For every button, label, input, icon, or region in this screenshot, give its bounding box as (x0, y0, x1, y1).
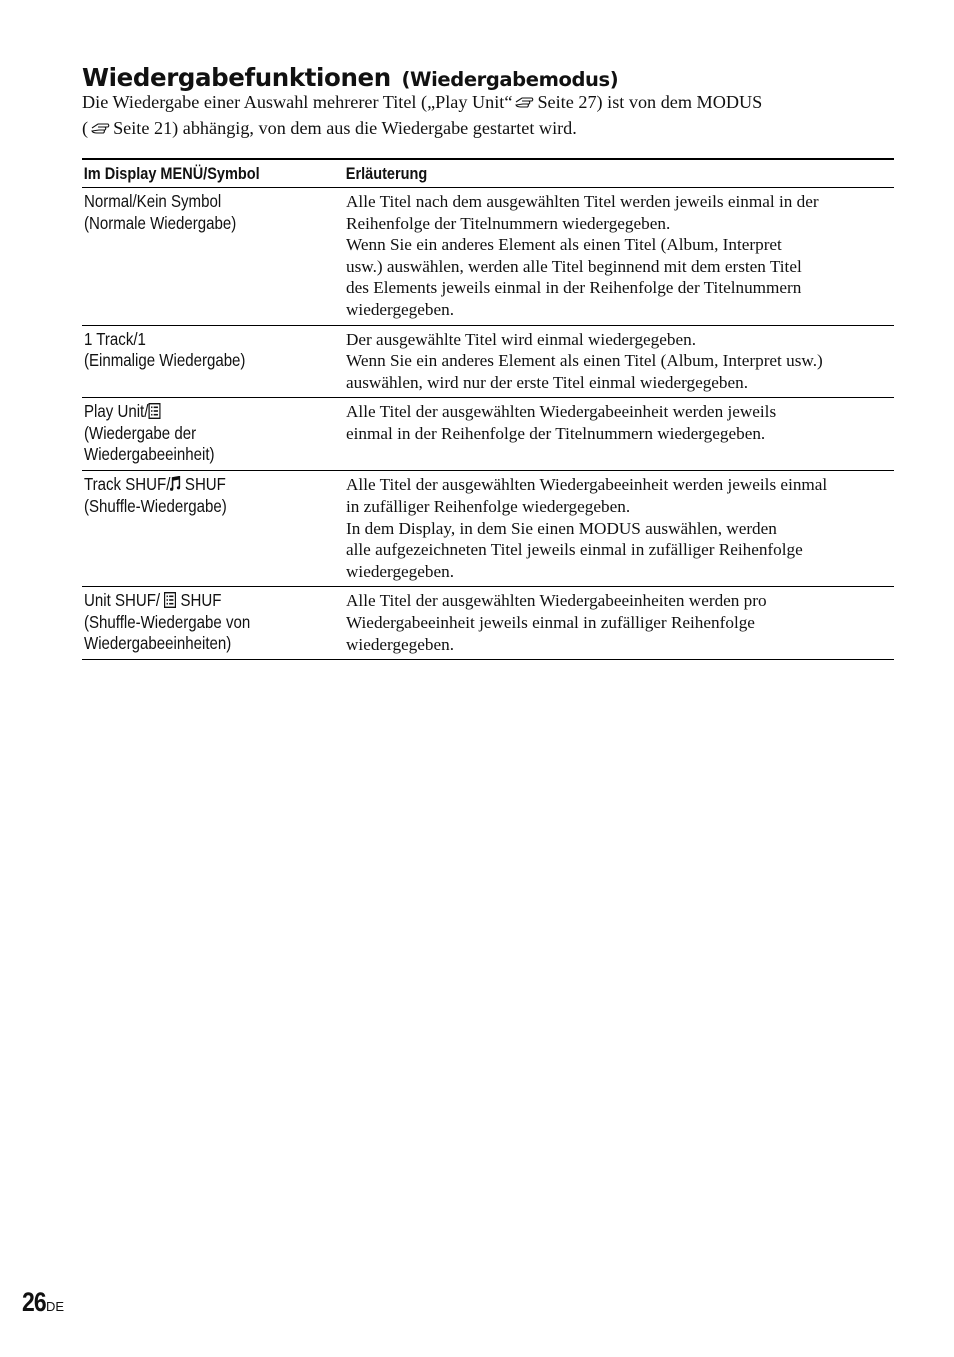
language-code: DE (46, 1299, 65, 1314)
mode-name-line (84, 590, 306, 612)
mode-caption: (Shuffle-Wiedergabe von (84, 611, 251, 632)
page-reference-icon (515, 96, 534, 110)
page-number: 26 (22, 1287, 46, 1317)
heading-sub: (Wiedergabemodus) (401, 68, 619, 91)
mode-name-line (84, 474, 306, 496)
table-header-row (82, 159, 894, 188)
heading-main: Wiedergabefunktionen (82, 63, 391, 92)
mode-symbol-cell (82, 398, 344, 471)
description-line: wiedergegeben. (346, 634, 455, 654)
mode-name: 1 Track/1 (84, 328, 146, 349)
description-line: usw.) auswählen, werden alle Titel beginnend mit dem ersten Titel (346, 256, 802, 276)
section-heading (82, 56, 618, 94)
description-line: in zufälliger Reihenfolge wiedergegeben. (346, 496, 631, 516)
description-line: einmal in der Reihenfolge der Titelnummern wiedergegeben. (346, 423, 766, 443)
mode-symbol-cell (82, 471, 344, 587)
intro-text: Seite 21) abhängig, von dem aus die Wiedergabe gestartet wird. (113, 117, 577, 138)
mode-name: Play Unit/ (84, 401, 149, 422)
description-line: alle aufgezeichneten Titel jeweils einmal in zufälliger Reihenfolge (346, 540, 803, 560)
description-line: Wenn Sie ein anderes Element als einen Titel (Album, Interpret (346, 235, 782, 255)
column-header-symbol: Im Display MENÜ/Symbol (82, 159, 313, 188)
intro-text: Seite 27) ist von dem MODUS (537, 92, 763, 112)
description-line: Alle Titel der ausgewählten Wiedergabeeinheit werden jeweils (346, 402, 777, 422)
mode-description-cell (344, 398, 894, 471)
mode-description-cell (344, 325, 894, 398)
description-line: wiedergegeben. (346, 299, 455, 319)
mode-caption: Wiedergabeeinheiten) (84, 633, 232, 654)
mode-caption: (Normale Wiedergabe) (84, 212, 237, 233)
mode-symbol-cell (82, 188, 344, 326)
description-line: Alle Titel der ausgewählten Wiedergabeeinheit werden jeweils einmal (346, 475, 828, 495)
mode-symbol-cell (82, 587, 344, 660)
table-row (82, 471, 894, 587)
play-unit-icon (164, 592, 176, 608)
mode-caption: (Shuffle-Wiedergabe) (84, 495, 227, 516)
description-line: Wiedergabeeinheit jeweils einmal in zufälliger Reihenfolge (346, 612, 755, 632)
mode-name-line (84, 401, 306, 423)
mode-name: Unit SHUF/ (84, 590, 165, 611)
mode-description-cell (344, 471, 894, 587)
mode-description-cell (344, 587, 894, 660)
mode-name-suffix: SHUF (180, 474, 226, 495)
intro-text: Die Wiedergabe einer Auswahl mehrerer Titel („Play Unit“ (82, 92, 513, 112)
table-row (82, 188, 894, 326)
description-line: Alle Titel der ausgewählten Wiedergabeeinheiten werden pro (346, 591, 767, 611)
column-header-description: Erläuterung (344, 159, 828, 188)
mode-caption: (Wiedergabe der (84, 422, 197, 443)
description-line: des Elements jeweils einmal in der Reihenfolge der Titelnummern (346, 278, 802, 298)
music-note-icon (170, 476, 180, 492)
play-unit-icon (148, 403, 160, 419)
description-line: Alle Titel nach dem ausgewählten Titel werden jeweils einmal in der (346, 192, 819, 211)
description-line: Wenn Sie ein anderes Element als einen Titel (Album, Interpret usw.) (346, 351, 823, 371)
intro-line-2 (82, 116, 882, 142)
description-line: auswählen, wird nur der erste Titel einmal wiedergegeben. (346, 372, 749, 392)
table-row (82, 398, 894, 471)
description-line: In dem Display, in dem Sie einen MODUS auswählen, werden (346, 518, 777, 538)
mode-name: Track SHUF/ (84, 474, 171, 495)
table-row (82, 587, 894, 660)
intro-text: ( (82, 117, 89, 138)
page-reference-icon (91, 122, 110, 136)
mode-name-suffix: SHUF (176, 590, 222, 611)
play-mode-table (82, 158, 894, 660)
description-line: Reihenfolge der Titelnummern wiedergegeben. (346, 213, 671, 233)
intro-paragraph (82, 90, 882, 141)
page-footer (22, 1287, 64, 1318)
mode-symbol-cell (82, 325, 344, 398)
table-row (82, 325, 894, 398)
description-line: Der ausgewählte Titel wird einmal wiedergegeben. (346, 329, 697, 349)
description-line: wiedergegeben. (346, 561, 455, 581)
mode-caption: (Einmalige Wiedergabe) (84, 350, 246, 371)
mode-caption: Wiedergabeeinheit) (84, 444, 215, 465)
intro-line-1 (82, 90, 882, 116)
mode-description-cell (344, 188, 894, 326)
mode-name: Normal/Kein Symbol (84, 191, 222, 211)
